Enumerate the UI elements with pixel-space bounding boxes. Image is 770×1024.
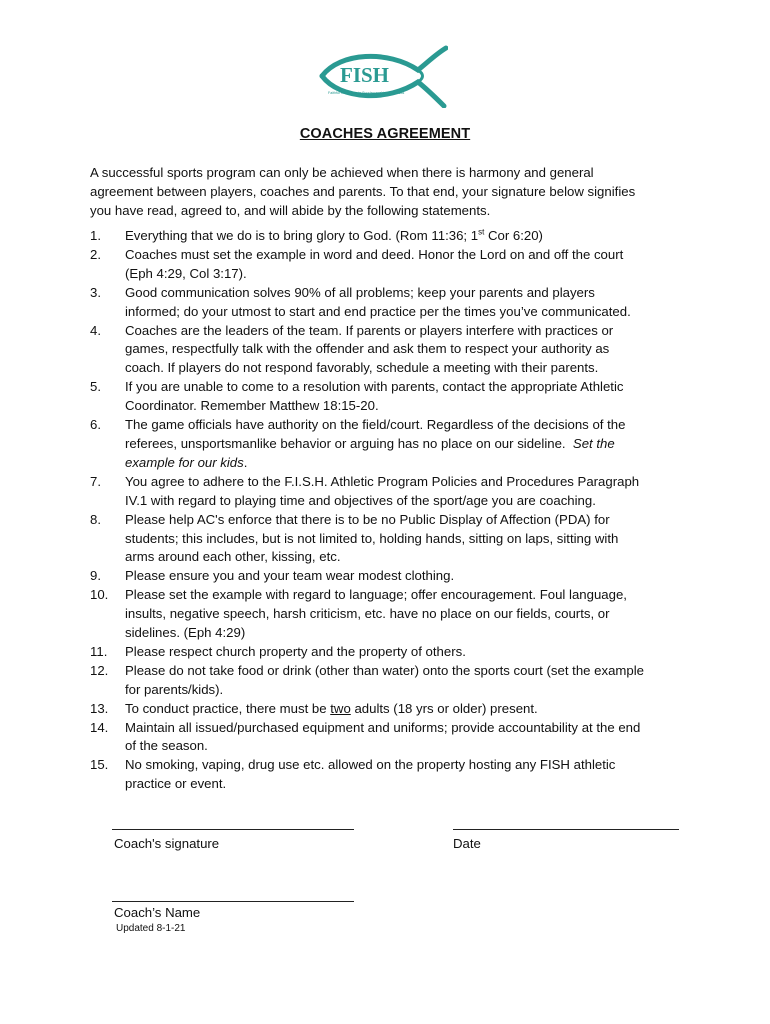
signature-line[interactable] — [112, 829, 354, 830]
rule-text: Coaches are the leaders of the team. If parents or players interfere with practices or — [125, 322, 614, 338]
rule-text: of the season. — [125, 738, 208, 754]
rule-number: 15. — [90, 757, 109, 773]
rule-text: No smoking, vaping, drug use etc. allowed on the property hosting any FISH athletic — [125, 757, 616, 773]
rule-underlined: two — [330, 700, 351, 716]
rule-text: Maintain all issued/purchased equipment and uniforms; provide accountability at the end — [125, 719, 641, 735]
rule-text: students; this includes, but is not limited to, holding hands, sitting on laps, sitting with — [125, 530, 619, 546]
rule-text: adults (18 yrs or older) present. — [350, 700, 538, 716]
rule-text: arms around each other, kissing, etc. — [125, 549, 341, 565]
rule-item — [90, 227, 690, 246]
rule-item — [90, 662, 690, 700]
rule-number: 7. — [90, 473, 101, 489]
rule-number: 8. — [90, 511, 101, 527]
rule-number: 13. — [90, 700, 109, 716]
fish-logo — [318, 44, 448, 108]
rule-number: 3. — [90, 284, 101, 300]
rule-text: . — [243, 454, 248, 470]
logo-tagline: Faithful Instruction in Sportsmanship & Holiness — [328, 91, 405, 95]
rule-item — [90, 473, 690, 511]
rule-text: games, respectfully talk with the offender and ask them to respect your authority as — [125, 341, 610, 357]
rule-emphasis: example for our kids — [125, 454, 244, 470]
rule-superscript: st — [478, 227, 485, 237]
rule-item — [90, 700, 690, 719]
rule-number: 9. — [90, 568, 101, 584]
logo-text: FISH — [340, 63, 390, 87]
rule-text: Coordinator. Remember Matthew 18:15-20. — [125, 398, 379, 414]
rule-item — [90, 322, 690, 379]
rule-item — [90, 378, 690, 416]
rule-number: 5. — [90, 379, 101, 395]
rule-number: 2. — [90, 246, 101, 262]
rule-text: IV.1 with regard to playing time and objectives of the sport/age you are coaching. — [125, 492, 596, 508]
rule-item — [90, 586, 690, 643]
rule-emphasis: Set the — [572, 435, 615, 451]
rule-text: If you are unable to come to a resolution with parents, contact the appropriate Athletic — [125, 379, 624, 395]
rule-text: To conduct practice, there must be — [125, 700, 331, 716]
intro-line: A successful sports program can only be achieved when there is harmony and general — [90, 165, 594, 180]
rule-item — [90, 643, 690, 662]
rule-number: 12. — [90, 662, 109, 678]
rule-item — [90, 756, 690, 794]
rule-item — [90, 719, 690, 757]
rule-item — [90, 567, 690, 586]
rule-number: 14. — [90, 719, 109, 735]
rule-text: Cor 6:20) — [484, 228, 543, 243]
page-title: COACHES AGREEMENT — [299, 126, 471, 142]
rule-text: sidelines. (Eph 4:29) — [125, 625, 246, 641]
rule-text: Please respect church property and the property of others. — [125, 643, 466, 659]
fish-logo-icon — [318, 44, 448, 108]
intro-line: agreement between players, coaches and parents. To that end, your signature below signifies — [90, 184, 636, 199]
rule-text: Please help AC's enforce that there is to be no Public Display of Affection (PDA) for — [125, 511, 610, 527]
rule-item — [90, 246, 690, 284]
intro-line: you have read, agreed to, and will abide by the following statements. — [90, 203, 491, 218]
rule-text: Good communication solves 90% of all problems; keep your parents and players — [125, 284, 595, 300]
updated-note: Updated 8-1-21 — [116, 923, 186, 934]
rule-text: Please ensure you and your team wear modest clothing. — [125, 568, 455, 584]
signature-label: Coach's signature — [114, 836, 220, 851]
rule-number: 11. — [90, 643, 108, 659]
rule-text: Everything that we do is to bring glory to God. (Rom 11:36; 1 — [125, 228, 479, 243]
rule-text: practice or event. — [125, 776, 227, 792]
name-line[interactable] — [112, 901, 354, 902]
rule-item — [90, 416, 690, 473]
rule-item — [90, 284, 690, 322]
rule-item — [90, 511, 690, 568]
date-line[interactable] — [453, 829, 679, 830]
rule-number: 4. — [90, 322, 101, 338]
intro-paragraph — [90, 163, 690, 220]
rule-text: informed; do your utmost to start and end practice per the times you’ve communicated. — [125, 303, 631, 319]
date-label: Date — [453, 836, 481, 851]
rule-text: for parents/kids). — [125, 681, 224, 697]
rule-text: Please do not take food or drink (other than water) onto the sports court (set the example — [125, 662, 644, 678]
rule-number: 10. — [90, 587, 109, 603]
rule-text: referees, unsportsmanlike behavior or arguing has no place on our sideline. — [125, 435, 566, 451]
rule-text: Please set the example with regard to language; offer encouragement. Foul language, — [125, 587, 627, 603]
rule-text: insults, negative speech, harsh criticism, etc. have no place on our fields, courts, or — [125, 606, 610, 622]
name-label: Coach’s Name — [114, 905, 201, 920]
rule-text: The game officials have authority on the field/court. Regardless of the decisions of the — [125, 417, 626, 433]
rule-text: coach. If players do not respond favorably, schedule a meeting with their parents. — [125, 360, 599, 376]
rule-text: You agree to adhere to the F.I.S.H. Athletic Program Policies and Procedures Paragraph — [125, 473, 640, 489]
rule-number: 6. — [90, 417, 101, 433]
rules-list — [90, 227, 690, 794]
rule-text: (Eph 4:29, Col 3:17). — [125, 265, 247, 281]
rule-text: Coaches must set the example in word and deed. Honor the Lord on and off the court — [125, 246, 624, 262]
rule-number: 1. — [90, 228, 101, 243]
